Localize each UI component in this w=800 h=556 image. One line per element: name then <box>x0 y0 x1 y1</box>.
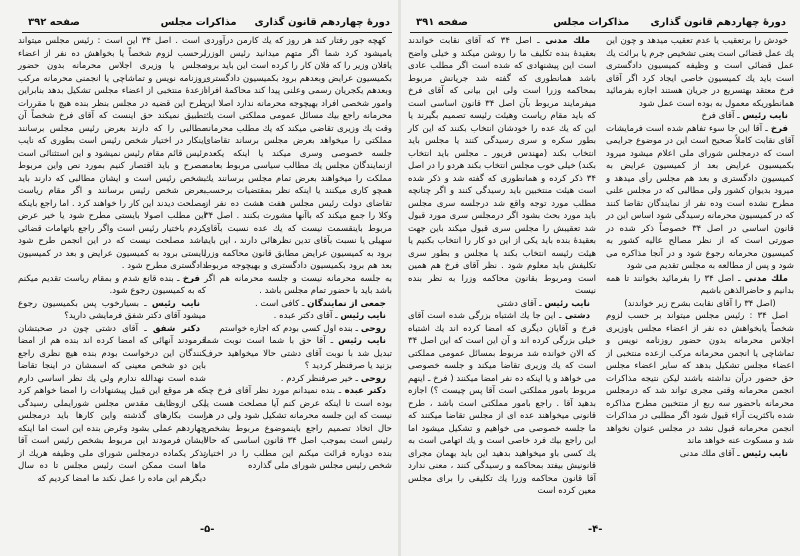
publication-title: مذاکرات مجلس <box>553 17 630 28</box>
speech-paragraph <box>18 298 206 323</box>
page-number: صفحه ۳۹۲ <box>28 17 80 28</box>
speech-paragraph <box>204 373 392 386</box>
speech-paragraph <box>18 323 206 486</box>
paragraph-text: ـ این جا یك اشتباه بزرگی شده است آقای فرخ و آقایان دیگری که امضا کرده اند یك اشتباه خیلی بزرگی کرده اند و آن این است که این اصل ۳۴ که الان خوانده شد مربوط بمسائل عمومی مملکتی است که یك وزیری تقاضا میکند و جلسه خصوصی می خواهد و یا اینکه ده نفر امضا میکنند ( فرخ ـ اینهم مربوط بامور مملکتی است آقا پس چیست ؟) اجازه بدهید آقا . راجع بامور مملکتی است باشد ، طرح قانونی میخواهند عده ای از مجلس تقاضا میکنند که ما جلسه خصوصی می خواهیم و تشکیل میشود اما این راجع بیك فرد خاصی است و یك اتهامی است به یك کسی باو میخواهید بدهید این باید بهمان مجرای قانونیش بیفتد بمحاکمه و رسیدگی کنند ، معنی ندارد آقا قانون محاکمه وزرا یك تکلیفی را برای مجلس معین کرده است <box>408 311 596 496</box>
paragraph-text: ـ آقای ملك مدنی <box>679 448 740 459</box>
text-column <box>408 35 596 498</box>
speech-paragraph <box>408 35 596 298</box>
text-column <box>606 35 794 460</box>
text-paragraph <box>204 35 392 298</box>
speech-paragraph <box>606 110 794 123</box>
paragraph-text: اصل ۳۴ : رئیس مجلس میتواند بر حسب لزوم شخصاً یابخواهش ده نفر از اعضاء مجلس یاوزیری اجلاس محرمانه بدون حضور روزنامه نویس و تماشاچی یا انجمن محرمانه مرکب ازعده منتخبی از اعضاء مجلس تشکیل بدهد که سایر اعضاء مجلس حق حضور درآن نداشته باشند لیکن نتیجه مذاکرات انجمن محرمانه وقتی مجری تواند شد که درمجلس محرمانه باحضور سه ربع از منتخبین مطرح مذاکره شده باکثریت آراء قبول شود اگر مطلبی در مذاکرات انجمن محرمانه قبول نشد در مجلس عنوان نخواهد شد و مسکوت عنه خواهد ماند <box>606 311 794 446</box>
paragraph-text: ـ آقای فرخ <box>701 111 740 121</box>
paragraph-text: ـ خیر صرفنظر کردم . <box>280 373 359 384</box>
text-column <box>18 35 206 485</box>
publication-title: مذاکرات مجلس <box>160 17 237 28</box>
speech-paragraph <box>18 273 206 298</box>
speaker-name: دکتر شفق <box>152 323 201 334</box>
paragraph-text: کهچه جور رفتار کند هر روز که یك کارمن درآوردی یامیشود کرد شما اگر متهم میدانید رئیس الوزرا یافلان وزیر را که فلان کار را کرده است این باید برود بکمیسیون عرایض وبعدهم برود بکمیسیون دادگستری وبعدهم یکجریان رسمی وعلنی پیدا کند محاکمهٔ افراد وامور شخصی افراد بهیچوجه محرمانه ندارد اصلا این محرمانه راجع بیك مسائل عمومی مملکتی است یك وقت یك وزیری تقاضی میکند که یك مطلب محرمانه مملکتی را میخواهد بعرض مجلس برساند تقاضای جلسه خصوصی وسری میکند یا اینکه یکعده ازنمایندگان مجلس یك مطالب سیاسی مربوط بعامه مملکت را میخواهند بعرض تمام مجلس برسانند یك همچو کاری میکنند یا اینکه نظر بمقتضیات برحسب تقاضای دولت رئیس مجلس هفت هشت ده نفر از وکلا را جمع میکند که باآنها مشورت بکنند . اصل ۳۴ مربوط باینقسمت نیست که یك عده نسبت بآقای سهیلی یا نسبت بآقای تدین نظرهائی دارند ، این باید برود به کمیسیون عرایض مطابق قانون محاکمه وزرا بعد هم برود بکمیسیون دادگستری و بهیچوجه مربوط به جلسه محرمانه نیست و جلسه محرمانه هم اگر باشد باید با حضور تمام مجلس باشد . <box>204 36 392 296</box>
paragraph-text: ـ اصل ۳۴ که آقای نقابت خواندند بعقیدهٔ بنده تکلیف ما را روشن میکند و خیلی واضح است این پیشنهادی که شده است اگر مطلب عادی باشد همانطوری که گفته شد جریانش مربوط بمحاکمه وزرا است ولی این بیانی که آقای فرخ میفرمایند مربوط بآن اصل ۳۴ قانون اساسی است که باید مقام ریاست وهیئت رئیسه تصمیم بگیرند یا این که یك عده را خودشان انتخاب بکنند که این کار بطور سکره و سری رسیدگی کنند یا مجلس باید انتخاب بکند (مهندس فریور ـ مجلس باید انتخاب بکند) خیلی خوب مجلس انتخاب بکند هردو را در اصل ۳۴ ذکر کرده و همانطوری که گفته شد و ذکر شده است هیئت منتخبین باید رسیدگی کنند و اگر چنانچه مطلب مورد توجه واقع شد درجلسه سری مجلس باید مورد بحث بشود اگر درمجلس سری مورد قبول شد تعقیبش را مجلس سری قبول میکند باین جهت بعقیدهٔ بنده باید یکی از این دو کار را انتخاب بکنیم یا هیئت رئیسه انتخاب بکند یا مجلس و بطور سری تکلیفش باید معلوم شود . نظر آقای فرخ هم همین است ومربوط بقانون محاکمه وزرا به نظر بنده نیست <box>408 36 596 296</box>
speaker-name: روحی <box>360 373 386 384</box>
speaker-name: دکتر عبده <box>344 386 386 396</box>
paragraph-text: ـ اصل ۳۴ را بفرمائید بخوانند تا همه بدانیم و حاضرالذهن باشیم <box>606 273 794 296</box>
speaker-name: نایب رئیس <box>338 336 386 346</box>
paragraph-text: ـ بنده قانع شدم و بمقام ریاست تقدیم میکنم که به کمیسیون رجوع شود. <box>18 273 206 296</box>
right-page <box>400 0 800 556</box>
speaker-name: ملك مدنی <box>744 273 789 284</box>
speaker-name: فرخ <box>770 123 789 134</box>
speech-paragraph <box>606 123 794 273</box>
speaker-name: روحی <box>360 323 386 334</box>
running-header <box>22 14 392 33</box>
speaker-name: دشتی <box>564 311 590 321</box>
paragraph-text: ـ آقای دشتی <box>497 298 542 309</box>
paragraph-text: (اصل ۳۴ را آقای نقابت بشرح زیر خواندند) <box>624 298 776 309</box>
text-paragraph <box>606 310 794 448</box>
speaker-name: نایب رئیس <box>742 448 788 459</box>
session-title: دورهٔ چهاردهم قانون گذاری <box>650 17 786 28</box>
speech-paragraph <box>606 273 794 298</box>
page-number: صفحه ۳۹۱ <box>416 17 468 28</box>
speech-paragraph <box>408 298 596 311</box>
paragraph-text: ـ بنده اول کسی بودم که اجازه خواستم <box>219 323 359 334</box>
speaker-name: فرخ <box>182 273 200 284</box>
speech-paragraph <box>204 298 392 311</box>
speaker-name: نایب رئیس <box>742 111 788 121</box>
text-paragraph <box>18 35 206 273</box>
running-header <box>410 14 788 33</box>
text-paragraph <box>606 35 794 110</box>
paragraph-text: ـ بسیارخوب پس بکمیسیون رجوع میشود آقای دکتر شفق فرمایشی دارید؟ <box>18 298 206 321</box>
paragraph-text: خودش را برتعقیب یا عدم تعقیب میدهد و چون این یك عمل قضائی است یعنی تشخیص جرم یا برائت یك عمل قضائی است و وظیفه کمیسیون دادگستری است باید یك کمیسیون خاصی ایجاد کرد اگر آقای فرخ معتقد بهتسریع در جریان هستند اجازه بفرمائید همانطوریکه معمول به بوده است عمل شود <box>606 36 794 109</box>
paragraph-text: است . اصل ۳۴ این است : رئیس مجلس میتواند برحسب لزوم شخصاً یا بخواهش ده نفر از اعضاء مجلس یا وزیری اجلاس محرمانه بدون حضور روزنامه نویس و تماشاچی یا انجمنی محرمانه مرکب ازعدهٔ منتخبی از اعضاء مجلس تشکیل بدهد بنابراین طرح این قضیه در مجلس بنظر بنده هیچ با مقررات تطبیق نمیکند حق اینست که آقای فرخ شخصاً آن مطالبی را که دارند بعرض رئیس مجلس برسانند اینکار در اختیار شخص رئیس است بطوری که نایب رئیس قائم مقام رئیس نمیشود و این استثنائی است مصرح و باید اقتصار کنیم بمورد نص واین مربوط بشخص رئیس است و ایشان مطالبی که دارند باید بعرض شخص رئیس برسانند و اگر مقام ریاست مصلحت دیدند این کار را خواهند کرد . اما راجع باینکه این مطلب اصولا بایستی مطرح شود یا خیر عرض کردم باختیار رئیس است واگر راجع باتهامات قضائی باشد مصلحت نیست که در این انجمن طرح شود بایستی برود به کمیسیون عرایض و بعد در کمیسیون دادگستری مطرح شود . <box>18 36 206 271</box>
speaker-name: نایب رئیس <box>151 298 200 309</box>
paragraph-text: ـ آقای دکتر عبده . <box>273 311 338 321</box>
speech-paragraph <box>204 323 392 336</box>
speaker-name: نایب رئیس <box>340 311 386 321</box>
session-title: دورهٔ چهاردهم قانون گذاری <box>254 17 390 28</box>
speech-paragraph <box>606 448 794 461</box>
speaker-name: جمعی از نمایندگان <box>307 298 386 309</box>
paragraph-text: ـ آقا حق با شما است نوبت شما تبدیل شد با نوبت آقای دشتی حالا میخواهید حرف بزنید یا صرفنظر کردید ؟ <box>204 336 392 371</box>
speech-paragraph <box>408 310 596 498</box>
page-footer-number: -۵- <box>200 524 215 535</box>
speech-paragraph <box>204 385 392 473</box>
paragraph-text: ـ آقای دشتی چون در صحبتشان فرمودند آنهائی که امضا کرده اند بنده هم از امضا کنندگان این درخواست بودم بنده هیچ نظری راجع باین دو شخص معینی که اسمشان در اینجا تقاضا شده است نهدالله ندارم ولی یك نظر اساسی دارم که هر موقع این قبیل پیشنهادات را امضا خواهم کرد یکی ازوظایف مقدس مجلس شورایملی رسیدگی است بکارهای گذشته واین کارها باید درمجلس چهاردهم عملی بشود وغرض بنده این است اما اینکه ایشان فرمودند این مربوط بشخص رئیس است آقا تذکر یکماده درمجلس شورای ملی وظیفه هریك از ماها است ممکن است رئیس مجلس تا ده سال دیگرهم این ماده را عمل نکند ما امضا کردیم که <box>18 323 206 484</box>
speech-paragraph <box>204 310 392 323</box>
paragraph-text: ـ بنده نمیدانم مورد نظر آقای فرخ چه بوده است تا اینکه عرض کنم آیا مصلحت هست یا نیست که این جلسه محرمانه تشکیل شود ولی در هر حال اتخاذ تصمیم راجع باینموضوع مربوط بشخص رئیس است بموجب اصل ۳۴ قانون اساسی که حالا بنده دوباره قرائت میکنم این مطلب را در اختیار شخص رئیس مجلس شورای ملی گذارده <box>204 386 392 471</box>
text-paragraph <box>606 298 794 311</box>
speaker-name: ملك مدنی <box>545 36 590 46</box>
page-footer-number: -۴- <box>588 524 603 535</box>
speech-paragraph <box>204 335 392 373</box>
speaker-name: نایب رئیس <box>544 298 590 309</box>
paragraph-text: ـ آقا این جا سوء تفاهم شده است فرمایشات آقای نقابت کاملاً صحیح است این در موضوع جرایمی است که درمجلس شورای ملی اعلام میشود میرود بکمیسیون عرایض بعد از کمیسیون عرایض به کمیسیون دادگستری و بعد هم مجلس رأی میدهد و میرود بدیوان کشور ولی مطالبی که در مجلس علنی مطرح نشده است وده نفر از نمایندگان تقاضا کنند که در کمیسیون محرمانه رسیدگی شود اساس این در قانون اساسی در اصل ۳۴ خصوصاً ذکر شده در صورتی است که از نظر مصالح عالیه کشور به کمیسیون محرمانه رجوع شود و در آنجا مذاکره می شود و پس از مطالعه به مجلس تقدیم می شود <box>606 123 794 271</box>
paragraph-text: ـ کافی است . <box>254 298 305 309</box>
text-column <box>204 35 392 473</box>
